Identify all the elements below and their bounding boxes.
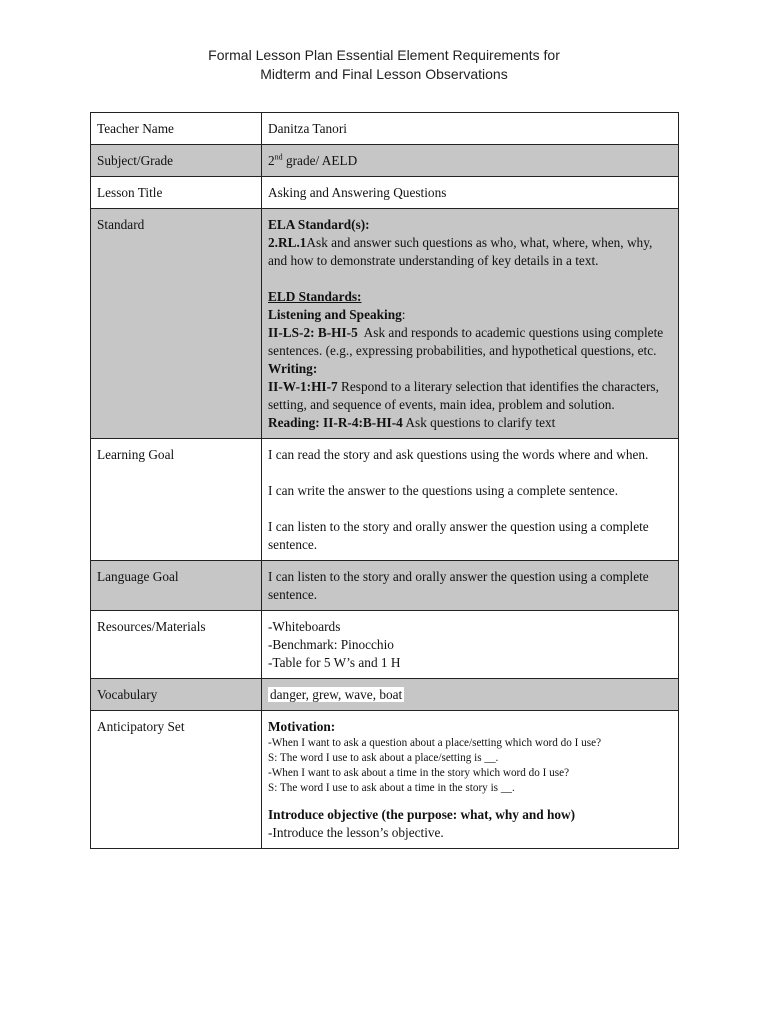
row-standard: [91, 209, 679, 439]
writing-code: II-W-1:HI-7: [268, 379, 338, 394]
learning-goal-1: I can read the story and ask questions using the words where and when.: [268, 447, 649, 462]
label-subject-grade: Subject/Grade: [91, 145, 262, 177]
label-anticipatory-set: Anticipatory Set: [91, 711, 262, 849]
eld-heading: ELD Standards:: [268, 289, 362, 304]
row-teacher-name: [91, 113, 679, 145]
grade-ordinal: nd: [274, 152, 283, 162]
motivation-line: -When I want to ask about a time in the story which word do I use?: [268, 767, 570, 779]
motivation-heading: Motivation:: [268, 719, 336, 734]
label-standard: Standard: [91, 209, 262, 439]
label-language-goal: Language Goal: [91, 561, 262, 611]
learning-goal-3: I can listen to the story and orally answer the question using a complete sentence.: [268, 519, 649, 552]
writing-text: Respond to a literary selection that identifies the characters, setting, and sequence of events, main idea, problem and solution.: [268, 379, 659, 412]
label-resources: Resources/Materials: [91, 611, 262, 679]
listening-speaking-code: II-LS-2: B-HI-5: [268, 325, 358, 340]
writing-heading: Writing:: [268, 361, 318, 376]
listening-speaking-heading: Listening and Speaking: [268, 307, 402, 322]
motivation-line: S: The word I use to ask about a place/setting is __.: [268, 752, 499, 764]
resource-item: -Whiteboards: [268, 619, 341, 634]
motivation-line: -When I want to ask a question about a place/setting which word do I use?: [268, 737, 602, 749]
reading-code: Reading: II-R-4:B-HI-4: [268, 415, 403, 430]
label-vocabulary: Vocabulary: [91, 679, 262, 711]
motivation-line: S: The word I use to ask about a time in the story is __.: [268, 782, 515, 794]
row-learning-goal: [91, 439, 679, 561]
title-line-1: Formal Lesson Plan Essential Element Requirements for: [208, 47, 560, 63]
resource-item: -Benchmark: Pinocchio: [268, 637, 394, 652]
row-language-goal: [91, 561, 679, 611]
row-resources: [91, 611, 679, 679]
objective-heading: Introduce objective (the purpose: what, why and how): [268, 807, 576, 822]
value-learning-goal: [262, 439, 679, 561]
value-language-goal: I can listen to the story and orally answer the question using a complete sentence.: [262, 561, 679, 611]
value-standard: [262, 209, 679, 439]
row-vocabulary: [91, 679, 679, 711]
value-subject-grade: [262, 145, 679, 177]
value-resources: [262, 611, 679, 679]
listening-speaking-colon: :: [401, 307, 406, 322]
label-learning-goal: Learning Goal: [91, 439, 262, 561]
row-anticipatory-set: [91, 711, 679, 849]
grade-rest: grade/ AELD: [282, 153, 358, 168]
value-teacher-name: Danitza Tanori: [262, 113, 679, 145]
value-anticipatory-set: [262, 711, 679, 849]
lesson-plan-table: [90, 112, 679, 849]
value-lesson-title: Asking and Answering Questions: [262, 177, 679, 209]
document-title: [0, 46, 768, 84]
ela-code: 2.RL.1: [268, 235, 307, 250]
ela-heading: ELA Standard(s):: [268, 217, 370, 232]
ela-text: Ask and answer such questions as who, what, where, when, why, and how to demonstrate understanding of key details in a text.: [268, 235, 653, 268]
grade-number: 2: [268, 153, 275, 168]
learning-goal-2: I can write the answer to the questions using a complete sentence.: [268, 483, 619, 498]
label-lesson-title: Lesson Title: [91, 177, 262, 209]
objective-text: -Introduce the lesson’s objective.: [268, 825, 444, 840]
title-line-2: Midterm and Final Lesson Observations: [260, 66, 508, 82]
listening-speaking-text: Ask and responds to academic questions using complete sentences. (e.g., expressing probabilities, and hypothetical questions, etc.: [268, 325, 667, 358]
row-lesson-title: [91, 177, 679, 209]
reading-text: Ask questions to clarify text: [402, 415, 556, 430]
value-vocabulary: [262, 679, 679, 711]
label-teacher-name: Teacher Name: [91, 113, 262, 145]
resource-item: -Table for 5 W’s and 1 H: [268, 655, 401, 670]
vocabulary-words: danger, grew, wave, boat: [270, 687, 403, 702]
row-subject-grade: [91, 145, 679, 177]
